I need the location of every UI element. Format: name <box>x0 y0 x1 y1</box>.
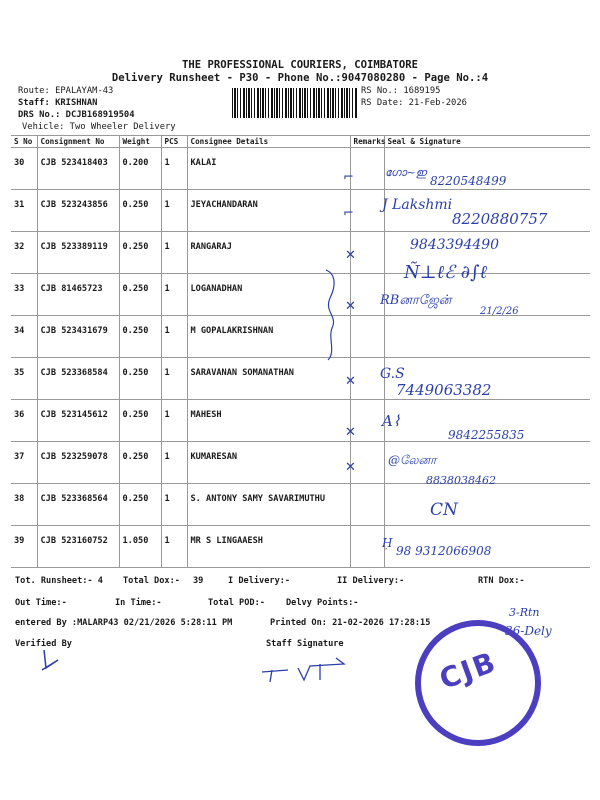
handwritten-signature: J Lakshmi <box>382 197 453 213</box>
cell-weight: 0.250 <box>119 442 161 484</box>
printed-on-label: Printed On: 21-02-2026 17:28:15 <box>270 618 431 628</box>
cell-sno: 30 <box>11 148 37 190</box>
cell-consignment: CJB 523259078 <box>37 442 119 484</box>
handwritten-phone: 8220880757 <box>452 210 548 228</box>
cell-consignee: LOGANADHAN <box>187 274 350 316</box>
handwritten-scribble: ഗോ~ഇ <box>385 166 427 179</box>
cell-sno: 38 <box>11 484 37 526</box>
handwritten-scribble: @லேனா <box>388 453 437 467</box>
cell-consignment: CJB 523418403 <box>37 148 119 190</box>
out-time-label: Out Time:- <box>15 598 67 608</box>
table-row <box>11 358 590 400</box>
tot-runsheet-label: Tot. Runsheet:- 4 <box>15 576 103 586</box>
delvy-points-label: Delvy Points:- <box>286 598 359 608</box>
remark-tick-mark: ⌐ <box>343 170 354 185</box>
col-header-signature: Seal & Signature <box>384 136 590 148</box>
cell-remarks <box>350 316 384 358</box>
handwritten-phone: 98 9312066908 <box>396 544 492 558</box>
cell-consignment: CJB 523431679 <box>37 316 119 358</box>
cell-pcs: 1 <box>161 190 187 232</box>
table-row <box>11 316 590 358</box>
cell-weight: 0.250 <box>119 400 161 442</box>
remark-tick-mark: ✕ <box>345 299 356 314</box>
entered-by-label: entered By :MALARP43 02/21/2026 5:28:11 PM <box>15 618 233 628</box>
runsheet-subtitle: Delivery Runsheet - P30 - Phone No.:9047080280 - Page No.:4 <box>111 72 489 84</box>
handwritten-signature: G.S <box>380 366 405 382</box>
cell-remarks <box>350 526 384 568</box>
cell-consignee: SARAVANAN SOMANATHAN <box>187 358 350 400</box>
staff-signature-label: Staff Signature <box>266 639 344 649</box>
table-row <box>11 442 590 484</box>
route-label: Route: EPALAYAM-43 <box>18 86 114 96</box>
runsheet-table <box>11 135 590 568</box>
cell-signature <box>384 316 590 358</box>
cell-consignee: RANGARAJ <box>187 232 350 274</box>
table-row <box>11 526 590 568</box>
cell-consignment: CJB 523368584 <box>37 358 119 400</box>
company-title: THE PROFESSIONAL COURIERS, COIMBATORE <box>182 59 418 71</box>
remark-tick-mark: ⌐ <box>343 206 354 221</box>
cell-pcs: 1 <box>161 484 187 526</box>
verified-by-label: Verified By <box>15 639 72 649</box>
cell-consignment: CJB 523368564 <box>37 484 119 526</box>
cell-signature <box>384 484 590 526</box>
handwritten-note-return: 3-Rtn <box>509 606 540 619</box>
cell-consignment: CJB 81465723 <box>37 274 119 316</box>
cell-remarks <box>350 190 384 232</box>
cell-sno: 34 <box>11 316 37 358</box>
cell-pcs: 1 <box>161 316 187 358</box>
cell-weight: 0.250 <box>119 358 161 400</box>
cell-weight: 0.250 <box>119 190 161 232</box>
handwritten-date: 21/2/26 <box>480 306 519 317</box>
table-row <box>11 232 590 274</box>
handwritten-phone: 8220548499 <box>430 174 507 188</box>
col-header-consignment: Consignment No <box>37 136 119 148</box>
stamp-text: CJB <box>435 645 502 696</box>
vehicle-label: Vehicle: Two Wheeler Delivery <box>22 122 176 132</box>
cell-consignee: MR S LINGAAESH <box>187 526 350 568</box>
cell-weight: 0.250 <box>119 484 161 526</box>
in-time-label: In Time:- <box>115 598 162 608</box>
cell-consignee: S. ANTONY SAMY SAVARIMUTHU <box>187 484 350 526</box>
cell-pcs: 1 <box>161 148 187 190</box>
rs-date-label: RS Date: 21-Feb-2026 <box>361 98 467 108</box>
handwritten-phone: 9843394490 <box>410 237 500 253</box>
cell-consignee: KALAI <box>187 148 350 190</box>
barcode <box>232 88 358 118</box>
cell-sno: 33 <box>11 274 37 316</box>
drs-label: DRS No.: DCJB168919504 <box>18 110 135 120</box>
cell-sno: 32 <box>11 232 37 274</box>
cell-weight: 0.250 <box>119 232 161 274</box>
i-delivery-label: I Delivery:- <box>228 576 291 586</box>
cell-sno: 35 <box>11 358 37 400</box>
cell-weight: 1.050 <box>119 526 161 568</box>
col-header-weight: Weight <box>119 136 161 148</box>
cell-consignment: CJB 523243856 <box>37 190 119 232</box>
handwritten-signature: Ḥ <box>382 536 393 550</box>
cell-sno: 37 <box>11 442 37 484</box>
cell-remarks <box>350 484 384 526</box>
cell-remarks <box>350 148 384 190</box>
remark-tick-mark: ✕ <box>345 425 356 440</box>
handwritten-scribble: Ñ⊥ℓℰ ∂∫ℓ <box>404 262 487 283</box>
handwritten-phone: 9842255835 <box>448 428 525 442</box>
rtn-dox-label: RTN Dox:- <box>478 576 525 586</box>
total-dox-value: 39 <box>193 576 204 586</box>
cell-weight: 0.250 <box>119 316 161 358</box>
col-header-pcs: PCS <box>161 136 187 148</box>
cell-pcs: 1 <box>161 400 187 442</box>
total-dox-label: Total Dox:- <box>123 576 180 586</box>
cell-sno: 39 <box>11 526 37 568</box>
remark-tick-mark: ✕ <box>345 460 356 475</box>
col-header-sno: S No <box>11 136 37 148</box>
handwritten-initials: CN <box>430 500 458 520</box>
ii-delivery-label: II Delivery:- <box>337 576 405 586</box>
total-pod-label: Total POD:- <box>208 598 265 608</box>
table-row <box>11 484 590 526</box>
cjb-stamp <box>415 620 541 746</box>
table-header-row <box>11 136 590 148</box>
cell-consignee: KUMARESAN <box>187 442 350 484</box>
cell-sno: 36 <box>11 400 37 442</box>
remark-tick-mark: ✕ <box>345 248 356 263</box>
bracket-mark <box>322 268 346 363</box>
cell-weight: 0.250 <box>119 274 161 316</box>
col-header-consignee: Consignee Details <box>187 136 350 148</box>
cell-sno: 31 <box>11 190 37 232</box>
cell-weight: 0.200 <box>119 148 161 190</box>
remark-tick-mark: ✕ <box>345 374 356 389</box>
cell-consignee: MAHESH <box>187 400 350 442</box>
cell-consignment: CJB 523145612 <box>37 400 119 442</box>
verifier-signature <box>36 648 66 674</box>
handwritten-phone: 7449063382 <box>396 381 492 399</box>
handwritten-phone: 8838038462 <box>426 474 496 487</box>
cell-consignment: CJB 523160752 <box>37 526 119 568</box>
cell-pcs: 1 <box>161 526 187 568</box>
cell-pcs: 1 <box>161 274 187 316</box>
rs-no-label: RS No.: 1689195 <box>361 86 441 96</box>
cell-pcs: 1 <box>161 442 187 484</box>
col-header-remarks: Remarks <box>350 136 384 148</box>
handwritten-note-delivery: 36-Dely <box>505 624 552 638</box>
cell-consignee: M GOPALAKRISHNAN <box>187 316 350 358</box>
cell-consignee: JEYACHANDARAN <box>187 190 350 232</box>
cell-pcs: 1 <box>161 358 187 400</box>
handwritten-scribble: A⌇ <box>382 412 401 430</box>
staff-label: Staff: KRISHNAN <box>18 98 98 108</box>
cell-pcs: 1 <box>161 232 187 274</box>
handwritten-scribble: RBனாஜேன் <box>380 293 452 308</box>
cell-consignment: CJB 523389119 <box>37 232 119 274</box>
staff-signature-scribble <box>258 654 354 684</box>
